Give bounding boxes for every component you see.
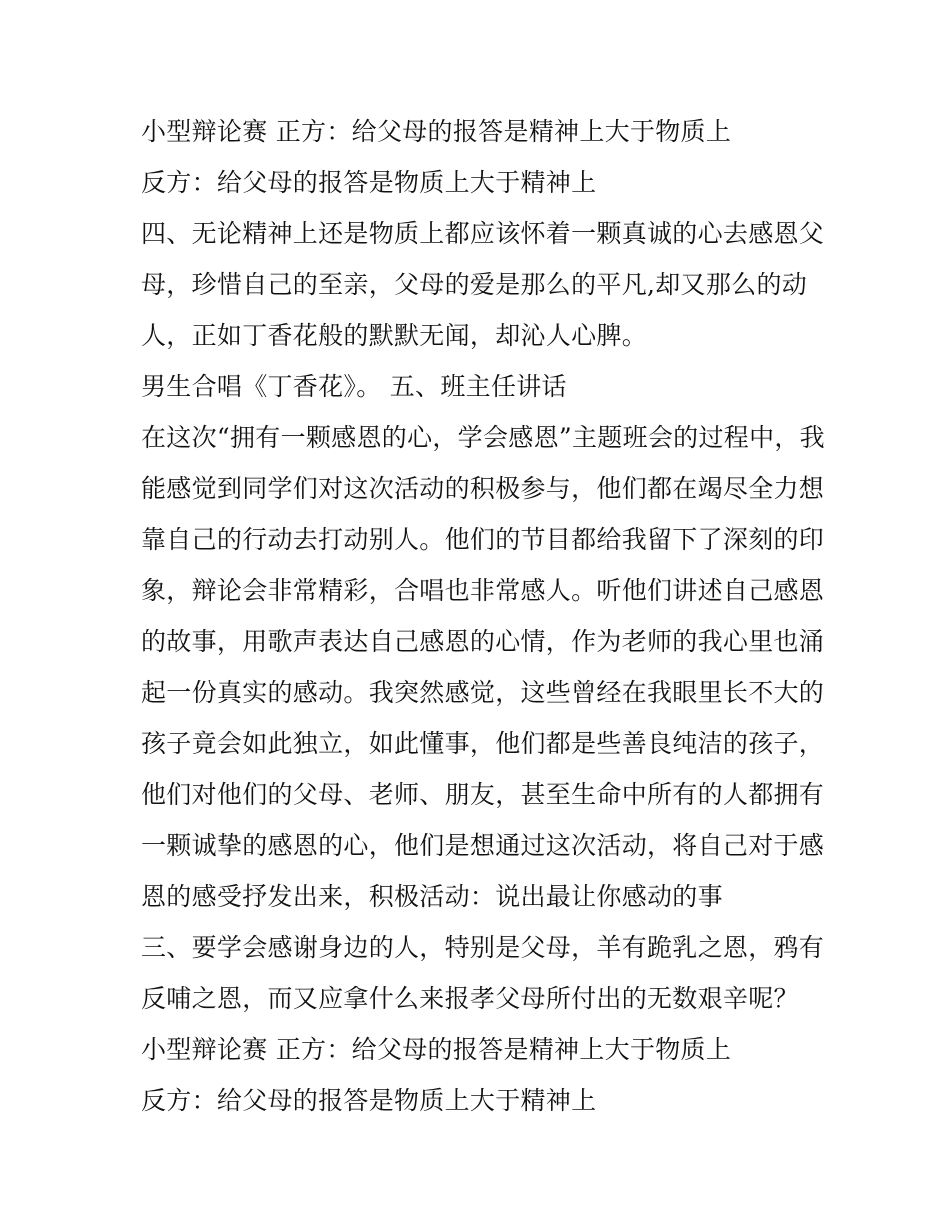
text-line: 母，珍惜自己的至亲，父母的爱是那么的平凡,却又那么的动 (141, 270, 808, 299)
text-line: 反方：给父母的报答是物质上大于精神上 (141, 168, 597, 197)
text-line: 象，辩论会非常精彩，合唱也非常感人。听他们讲述自己感恩 (141, 576, 825, 605)
text-line: 恩的感受抒发出来，积极活动：说出最让你感动的事 (141, 882, 723, 911)
text-line: 小型辩论赛 正方：给父母的报答是精神上大于物质上 (141, 117, 732, 146)
text-line: 人，正如丁香花般的默默无闻，却沁人心脾。 (141, 321, 648, 350)
text-line: 反方：给父母的报答是物质上大于精神上 (141, 1086, 597, 1115)
document-body (141, 106, 825, 1126)
text-line: 能感觉到同学们对这次活动的积极参与，他们都在竭尽全力想 (141, 474, 825, 503)
text-line: 三、要学会感谢身边的人，特别是父母，羊有跪乳之恩，鸦有 (141, 933, 825, 962)
text-line: 起一份真实的感动。我突然感觉，这些曾经在我眼里长不大的 (141, 678, 825, 707)
text-line: 孩子竟会如此独立，如此懂事，他们都是些善良纯洁的孩子， (141, 729, 825, 758)
text-line: 小型辩论赛 正方：给父母的报答是精神上大于物质上 (141, 1035, 732, 1064)
text-line: 四、无论精神上还是物质上都应该怀着一颗真诚的心去感恩父 (141, 219, 825, 248)
text-line: 一颗诚挚的感恩的心，他们是想通过这次活动，将自己对于感 (141, 831, 825, 860)
text-line: 他们对他们的父母、老师、朋友，甚至生命中所有的人都拥有 (141, 780, 825, 809)
text-line: 靠自己的行动去打动别人。他们的节目都给我留下了深刻的印 (141, 525, 825, 554)
text-line: 男生合唱《丁香花》。 五、班主任讲话 (141, 372, 567, 401)
text-line: 反哺之恩，而又应拿什么来报孝父母所付出的无数艰辛呢？ (141, 984, 799, 1013)
text-line: 在这次“拥有一颗感恩的心，学会感恩”主题班会的过程中，我 (141, 423, 825, 452)
text-line: 的故事，用歌声表达自己感恩的心情，作为老师的我心里也涌 (141, 627, 825, 656)
